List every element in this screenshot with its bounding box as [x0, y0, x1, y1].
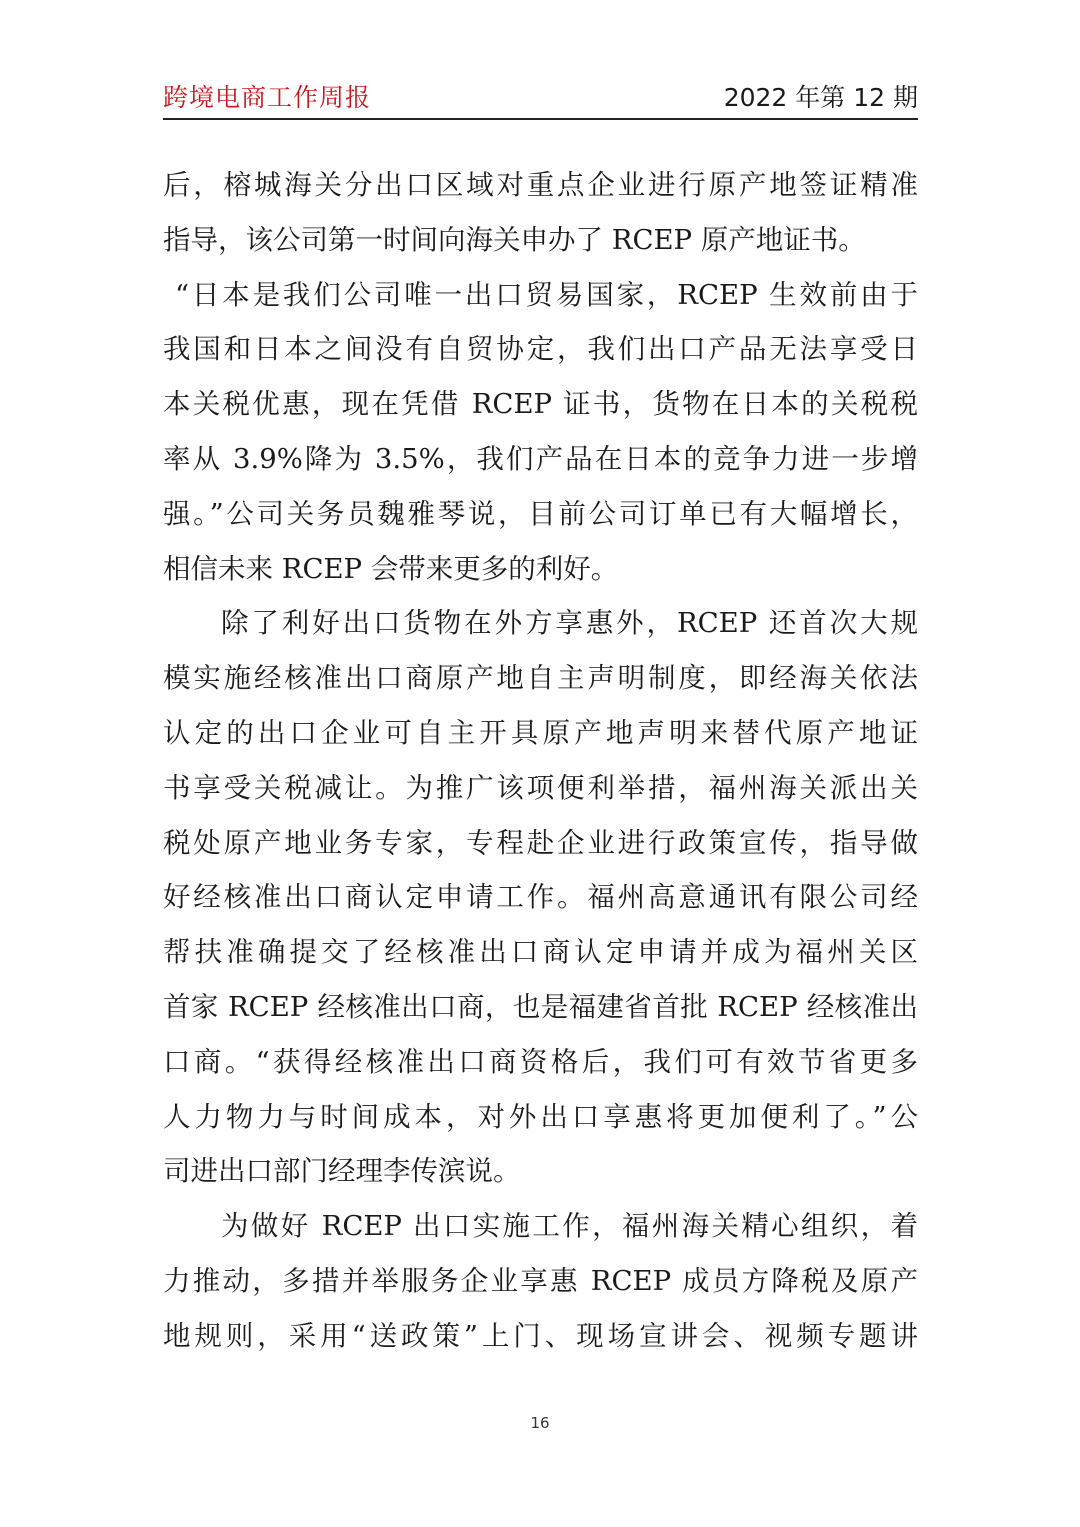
text-line: 除了利好出口货物在外方享惠外，RCEP 还首次大规 [221, 607, 918, 640]
text-line: 率从 3.9%降为 3.5%，我们产品在日本的竞争力进一步增 [163, 442, 918, 475]
text-line: 力推动，多措并举服务企业享惠 RCEP 成员方降税及原产 [163, 1264, 918, 1297]
page-number: 16 [530, 1414, 550, 1432]
text-line: 模实施经核准出口商原产地自主声明制度，即经海关依法 [163, 662, 918, 695]
text-line: 好经核准出口商认定申请工作。福州高意通讯有限公司经 [163, 881, 918, 914]
issue-number: 2022 年第 12 期 [723, 83, 918, 112]
text-line: 税处原产地业务专家，专程赴企业进行政策宣传，指导做 [163, 826, 918, 859]
text-line: 强。”公司关务员魏雅琴说，目前公司订单已有大幅增长， [163, 497, 918, 530]
article-body [163, 158, 918, 1364]
text-line: 后，榕城海关分出口区域对重点企业进行原产地签证精准 [163, 169, 918, 201]
text-line: 地规则，采用“送政策”上门、现场宣讲会、视频专题讲 [163, 1319, 918, 1352]
publication-title: 跨境电商工作周报 [163, 83, 372, 112]
text-line: “日本是我们公司唯一出口贸易国家，RCEP 生效前由于 [175, 278, 918, 311]
text-line: 书享受关税减让。为推广该项便利举措，福州海关派出关 [163, 771, 918, 804]
page-header [163, 74, 918, 120]
text-line: 指导，该公司第一时间向海关申办了 RCEP 原产地证书。 [163, 223, 866, 256]
text-line: 本关税优惠，现在凭借 RCEP 证书，货物在日本的关税税 [163, 388, 918, 421]
text-line: 我国和日本之间没有自贸协定，我们出口产品无法享受日 [163, 333, 918, 366]
text-line: 相信未来 RCEP 会带来更多的利好。 [163, 552, 619, 585]
text-line: 认定的出口企业可自主开具原产地声明来替代原产地证 [163, 716, 918, 749]
text-line: 司进出口部门经理李传滨说。 [163, 1155, 521, 1188]
text-line: 帮扶准确提交了经核准出口商认定申请并成为福州关区 [163, 936, 918, 969]
text-line: 人力物力与时间成本，对外出口享惠将更加便利了。”公 [163, 1100, 918, 1133]
text-line: 口商。“获得经核准出口商资格后，我们可有效节省更多 [163, 1045, 918, 1078]
text-line: 首家 RCEP 经核准出口商，也是福建省首批 RCEP 经核准出 [163, 990, 918, 1023]
text-line: 为做好 RCEP 出口实施工作，福州海关精心组织，着 [221, 1210, 918, 1243]
